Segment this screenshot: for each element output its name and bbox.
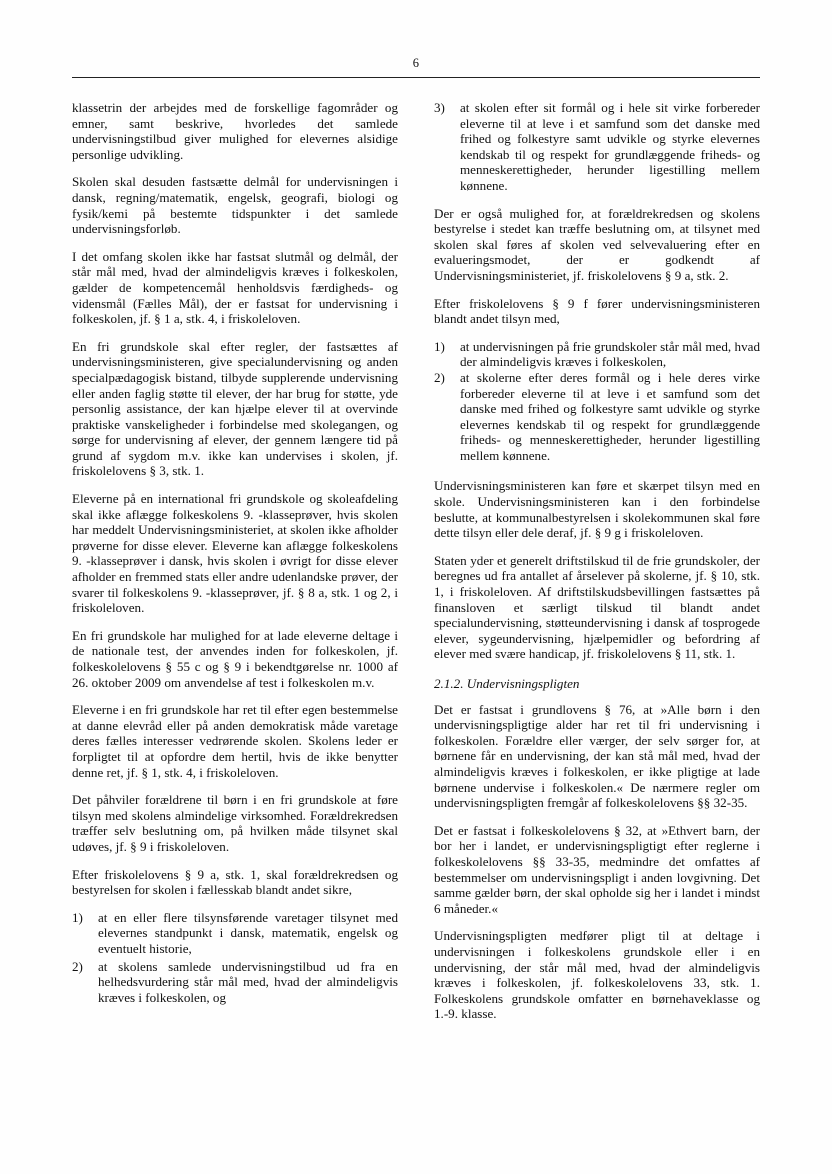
list-item-marker: 2): [72, 958, 83, 974]
paragraph: Undervisningsministeren kan føre et skærpet tilsyn med en skole. Undervisningsministeren kan i den forbindelse beslutte, at kommunalbestyrelsen i skolekommunen skal føre dette tilsyn eller dele deraf, jf. § 9 g i friskoleloven.: [434, 478, 760, 541]
list-item-marker: 1): [434, 338, 445, 354]
list-item-text: at skolerne efter deres formål og i hele deres virke forbereder eleverne til at leve i et samfund som det danske med frihed og folkestyre samt udvikle og styrke elevernes kendskab til og respekt for grundlæggende friheds- og menneskerettigheder, herunder ligestilling mellem kønnene.: [460, 369, 760, 463]
list-item-text: at skolens samlede undervisningstilbud ud fra en helhedsvurdering står mål med, hvad der almindeligvis kræves i folkeskolen, og: [98, 958, 398, 1005]
paragraph: Der er også mulighed for, at forældrekredsen og skolens bestyrelse i stedet kan træffe beslutning om, at tilsynet med skolen skal føres af skolen ved selvevaluering efter en evalueringsmodet, der er godkendt af Undervisningsministeriet, jf. friskolelovens § 9 a, stk. 2.: [434, 205, 760, 283]
numbered-list: [72, 910, 398, 1006]
paragraph: Staten yder et generelt driftstilskud til de frie grundskoler, der beregnes ud fra antallet af årselever på skolerne, jf. § 10, stk. 1, i friskoleloven. Af driftstilskudsbevillingen fastsættes på finansloven et særligt tilskud til blandt andet specialundervisning, støtteundervisning i dansk af tosprogede elever, sygeundervisning, hjælpemidler og befordring af elever med svære handicap, jf. friskolelovens § 11, stk. 1.: [434, 552, 760, 662]
list-item: [72, 910, 398, 957]
numbered-list-supervision: [434, 339, 760, 464]
list-item-marker: 2): [434, 369, 445, 385]
right-column: [434, 100, 760, 1022]
paragraph: Det er fastsat i grundlovens § 76, at »Alle børn i den undervisningspligtige alder har ret til fri undervisning i folkeskolen. Forældre eller værger, der selv sørger for, at børnene får en undervisning, der kan stå mål med, hvad der almindeligvis kræves i folkeskolen, er ikke pligtige at lade børnene undervise i folkeskolen.« De nærmere regler om undervisningspligten fremgår af folkeskolelovens §§ 32-35.: [434, 701, 760, 811]
paragraph: Det påhviler forældrene til børn i en fri grundskole at føre tilsyn med skolens almindelige virksomhed. Forældrekredsen træffer selv beslutning om, på hvilken måde tilsynet skal udøves, jf. § 9 i friskoleloven.: [72, 792, 398, 854]
list-item: [434, 100, 760, 194]
list-item-marker: 3): [434, 100, 445, 115]
paragraph: Det er fastsat i folkeskolelovens § 32, at »Ethvert barn, der bor her i landet, er undervisningspligtigt efter reglerne i folkeskolelovens §§ 33-35, medmindre det omfattes af bestemmelser om undervisningspligt i anden lovgivning. Det samme gælder børn, der skal opholde sig her i landet i mindst 6 måneder.«: [434, 822, 760, 916]
paragraph: I det omfang skolen ikke har fastsat slutmål og delmål, der står mål med, hvad der almindeligvis kræves i folkeskolen, gælder de kompetencemål henholdsvis færdigheds- og vidensmål (Fælles Mål), der er fastsat for undervisning i folkeskolen, jf. § 1 a, stk. 4, i friskoleloven.: [72, 248, 398, 327]
page-number: 6: [412, 56, 420, 70]
list-item-text: at en eller flere tilsynsførende varetager tilsynet med elevernes standpunkt i dansk, matematik, engelsk og eventuelt historie,: [98, 909, 398, 956]
left-column: [72, 100, 398, 1017]
header-divider: [72, 77, 760, 78]
paragraph: klassetrin der arbejdes med de forskellige fagområder og emner, samt beskrive, hvorledes det samlede undervisningstilbud giver mulighed for elevernes alsidige personlige udvikling.: [72, 100, 398, 162]
numbered-list-continued: [434, 100, 760, 194]
paragraph: Efter friskolelovens § 9 a, stk. 1, skal forældrekredsen og bestyrelsen for skolen i fællesskab blandt andet sikre,: [72, 866, 398, 898]
list-item: [434, 370, 760, 464]
list-item: [72, 959, 398, 1006]
paragraph: Efter friskolelovens § 9 f fører undervisningsministeren blandt andet tilsyn med,: [434, 295, 760, 327]
paragraph: En fri grundskole har mulighed for at lade eleverne deltage i de nationale test, der anvendes inden for folkeskolen, jf. folkeskolelovens § 55 c og § 9 i bekendtgørelse nr. 1000 af 26. oktober 2009 om anvendelse af test i folkeskolen m.v.: [72, 627, 398, 690]
list-item-marker: 1): [72, 909, 83, 925]
list-item: [434, 339, 760, 370]
list-item-text: at skolen efter sit formål og i hele sit virke forbereder eleverne til at leve i et samfund som det danske med frihed og folkestyre samt udvikle og styrke elevernes kendskab til og respekt for grundlæggende friheds- og menneskerettigheder, herunder ligestilling mellem kønnene.: [460, 100, 760, 193]
paragraph: Eleverne på en international fri grundskole og skoleafdeling skal ikke aflægge folkeskolens 9. -klasseprøver, hvis skolen har meddelt Undervisningsministeriet, at skolen ikke afholder prøverne for disse elever. Eleverne kan aflægge folkeskolens 9. -klasseprøver i dansk, hvis skolen i øvrigt for disse elever afholder en fremmed stats eller andre udenlandske prøver, der svarer til folkeskolens 9. -klasseprøver, jf. § 8 a, stk. 1 og 2, i friskoleloven.: [72, 491, 398, 616]
section-subheading: 2.1.2. Undervisningspligten: [434, 676, 580, 691]
two-column-body: [72, 100, 760, 1022]
list-item-text: at undervisningen på frie grundskoler står mål med, hvad der almindeligvis kræves i folkeskolen,: [460, 338, 760, 370]
paragraph: Skolen skal desuden fastsætte delmål for undervisningen i dansk, regning/matematik, engelsk, geografi, biologi og fysik/kemi på bestemte tidspunkter i det samlede undervisningsforløb.: [72, 174, 398, 237]
paragraph: En fri grundskole skal efter regler, der fastsættes af undervisningsministeren, give specialundervisning og anden specialpædagogisk bistand, tilbyde supplerende undervisning eller anden faglig støtte til elever, der har brug for støtte, yde personlig assistance, der kan hjælpe elever til at overvinde praktiske vanskeligheder i forbindelse med skolegangen, og sørge for undervisning af elever, der gennem længere tid på grund af sygdom m.v. ikke kan undervises i skolen, jf. friskolelovens § 3, stk. 1.: [72, 338, 398, 479]
paragraph: Eleverne i en fri grundskole har ret til efter egen bestemmelse at danne elevråd eller på anden demokratisk måde varetage deres fælles interesser vedrørende skolen. Skolens leder er forpligtet til at opfordre dem hertil, hvis de ikke benytter denne ret, jf. § 1, stk. 4, i friskoleloven.: [72, 702, 398, 780]
paragraph: Undervisningspligten medfører pligt til at deltage i undervisningen i folkeskolens grundskole eller i en undervisning, der står mål med, hvad der almindeligvis kræves i folkeskolen, jf. folkeskolelovens 33, stk. 1. Folkeskolens grundskole omfatter en børnehaveklasse og 1.-9. klasse.: [434, 928, 760, 1022]
